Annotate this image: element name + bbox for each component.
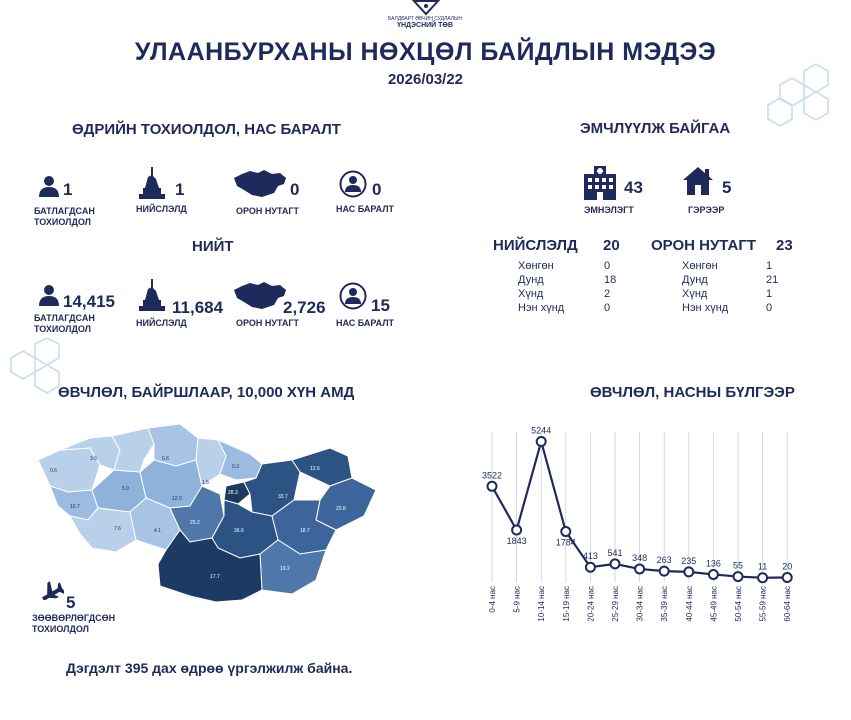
imported-label: ЗӨӨВӨРЛӨГДСӨН ТОХИОЛДОЛ bbox=[32, 613, 116, 634]
map-region-label: 18.7 bbox=[300, 528, 310, 534]
capital-severity-table bbox=[518, 260, 628, 316]
daily-confirmed-label: БАТЛАГДСАН ТОХИОЛДОЛ bbox=[34, 206, 95, 227]
map-region-label: 25.2 bbox=[190, 520, 200, 526]
chart-point bbox=[537, 437, 546, 446]
hospital-value: 43 bbox=[624, 178, 643, 197]
chart-data-label: 3522 bbox=[481, 470, 503, 481]
chart-point bbox=[758, 573, 767, 582]
chart-tick-label: 45-49 нас bbox=[709, 586, 719, 622]
map-region bbox=[218, 440, 262, 480]
map-region-label: 10.7 bbox=[70, 504, 80, 510]
chart-tick-label: 20-24 нас bbox=[586, 586, 596, 622]
chart-point bbox=[635, 564, 644, 573]
chart-data-label: 5244 bbox=[531, 425, 552, 436]
map-region-label: 6.6 bbox=[162, 456, 169, 462]
chart-data-label: 1843 bbox=[506, 536, 527, 547]
daily-deaths-value: 0 bbox=[372, 180, 382, 199]
map-region-label: 0.6 bbox=[50, 468, 57, 474]
map-region bbox=[50, 486, 98, 520]
capital-monument-icon bbox=[136, 167, 168, 199]
chart-tick-label: 40-44 нас bbox=[684, 586, 694, 622]
capital-table-title: НИЙСЛЭЛД bbox=[493, 237, 578, 254]
map-region-label: 17.7 bbox=[210, 574, 220, 580]
mongolia-map-icon bbox=[232, 280, 288, 310]
daily-confirmed-value: 1 bbox=[63, 180, 73, 199]
chart-data-label: 136 bbox=[705, 558, 721, 569]
map-region-label: 5.9 bbox=[122, 486, 129, 492]
rural-severity-table bbox=[682, 260, 790, 316]
total-deaths-value: 15 bbox=[371, 296, 390, 315]
chart-point bbox=[734, 572, 743, 581]
table-row: Нэн хүнд 0 bbox=[682, 302, 773, 314]
daily-heading: ӨДРИЙН ТОХИОЛДОЛ, НАС БАРАЛТ bbox=[72, 121, 341, 138]
total-heading: НИЙТ bbox=[192, 238, 234, 255]
total-confirmed-value: 14,415 bbox=[63, 292, 115, 311]
footer-text: Дэгдэлт 395 дах өдрөө үргэлжилж байна. bbox=[66, 660, 353, 676]
airplane-icon bbox=[38, 578, 64, 600]
person-icon bbox=[38, 284, 60, 306]
chart-data-label: 263 bbox=[656, 555, 672, 566]
chart-data-label: 11 bbox=[757, 561, 768, 572]
chart-data-label: 55 bbox=[732, 560, 744, 571]
map-heading: ӨВЧЛӨЛ, БАЙРШЛААР, 10,000 ХҮН АМД bbox=[58, 384, 355, 401]
total-rural-value: 2,726 bbox=[283, 298, 326, 317]
chart-data-label: 1784 bbox=[555, 537, 576, 548]
report-date: 2026/03/22 bbox=[387, 71, 464, 88]
logo-icon bbox=[408, 0, 444, 16]
chart-data-label: 541 bbox=[607, 547, 623, 558]
imported-value: 5 bbox=[66, 593, 76, 612]
home-value: 5 bbox=[722, 178, 732, 197]
map-region-label: 36.6 bbox=[234, 528, 244, 534]
table-row: Хүнд 1 bbox=[682, 288, 773, 300]
table-row: Нэн хүнд 0 bbox=[518, 302, 611, 314]
hospital-label: ЭМНЭЛЭГТ bbox=[584, 205, 634, 215]
chart-point bbox=[561, 527, 570, 536]
total-deaths-label: НАС БАРАЛТ bbox=[336, 318, 395, 328]
chart-tick-label: 35-39 нас bbox=[660, 586, 670, 622]
total-confirmed-label: БАТЛАГДСАН ТОХИОЛДОЛ bbox=[34, 313, 95, 334]
mongolia-map-icon bbox=[232, 168, 288, 198]
table-row: Дунд 18 bbox=[518, 274, 617, 286]
chart-tick-label: 50-54 нас bbox=[734, 586, 743, 622]
map-region-label: 7.6 bbox=[114, 526, 121, 532]
chart-tick-label: 10-14 нас bbox=[537, 586, 547, 622]
total-rural-label: ОРОН НУТАГТ bbox=[236, 318, 300, 328]
map-regions bbox=[38, 424, 376, 602]
total-capital-value: 11,684 bbox=[172, 298, 224, 317]
map-region bbox=[148, 424, 198, 466]
map-region-label: 33.7 bbox=[278, 494, 288, 500]
daily-rural-label: ОРОН НУТАГТ bbox=[236, 206, 300, 216]
map-region-label: 12.6 bbox=[310, 466, 320, 472]
chart-point bbox=[512, 526, 521, 535]
deceased-icon bbox=[339, 170, 367, 198]
rural-table-title: ОРОН НУТАГТ bbox=[651, 237, 757, 254]
table-row: Хөнгөн 1 bbox=[682, 260, 773, 272]
capital-monument-icon bbox=[136, 279, 168, 311]
age-line-chart bbox=[470, 410, 820, 635]
map-region bbox=[292, 448, 352, 486]
logo-subtitle: БАЛДВАРТ ӨВЧИН СУДЛАЛЫН bbox=[387, 16, 463, 22]
chart-data-label: 413 bbox=[582, 551, 598, 562]
daily-capital-label: НИЙСЛЭЛД bbox=[136, 204, 187, 214]
daily-deaths-label: НАС БАРАЛТ bbox=[336, 204, 395, 214]
logo-title: ҮНДЭСНИЙ ТӨВ bbox=[397, 22, 453, 29]
deceased-icon bbox=[339, 282, 367, 310]
table-row: Дунд 21 bbox=[682, 274, 779, 286]
chart-point bbox=[783, 573, 792, 582]
map-region-label: 3.6 bbox=[90, 456, 97, 462]
chart-data-label: 235 bbox=[681, 555, 697, 566]
chart-point bbox=[684, 567, 693, 576]
capital-table-total: 20 bbox=[603, 237, 620, 254]
chart-point bbox=[660, 567, 669, 576]
map-region-label: 0.3 bbox=[232, 464, 239, 470]
chart-point bbox=[611, 559, 620, 568]
map-region-label: 1.5 bbox=[202, 480, 209, 486]
map-region-label: 4.1 bbox=[154, 528, 161, 534]
map-region bbox=[316, 478, 376, 530]
daily-capital-value: 1 bbox=[175, 180, 185, 199]
map-region-label: 19.2 bbox=[280, 566, 290, 572]
chart-data-label: 348 bbox=[632, 552, 648, 563]
chart-data-label: 20 bbox=[782, 561, 793, 572]
chart-tick-label: 0-4 нас bbox=[488, 586, 497, 613]
chart-tick-label: 25-29 нас bbox=[611, 586, 620, 622]
rural-table-total: 23 bbox=[776, 237, 793, 254]
map-region bbox=[38, 448, 100, 492]
chart-tick-label: 55-59 нас bbox=[758, 586, 768, 622]
treatment-heading: ЭМЧЛҮҮЛЖ БАЙГАА bbox=[580, 120, 731, 137]
total-capital-label: НИЙСЛЭЛД bbox=[136, 318, 187, 328]
home-label: ГЭРЭЭР bbox=[688, 205, 725, 215]
daily-rural-value: 0 bbox=[290, 180, 300, 199]
hexagon-decoration-right bbox=[760, 55, 845, 135]
hospital-icon bbox=[582, 166, 618, 200]
chart-point bbox=[586, 563, 595, 572]
table-row: Хөнгөн 0 bbox=[518, 260, 611, 272]
chart-tick-label: 15-19 нас bbox=[561, 586, 571, 622]
table-row: Хүнд 2 bbox=[518, 288, 611, 300]
person-icon bbox=[38, 175, 60, 197]
chart-point bbox=[488, 482, 497, 491]
incidence-map bbox=[30, 420, 410, 605]
page-title: УЛААНБУРХАНЫ НӨХЦӨЛ БАЙДЛЫН МЭДЭЭ bbox=[134, 38, 717, 66]
home-icon bbox=[682, 166, 714, 196]
map-region-label: 28.3 bbox=[228, 490, 238, 496]
chart-tick-label: 30-34 нас bbox=[635, 586, 645, 622]
chart-tick-label: 5-9 нас bbox=[512, 586, 522, 613]
map-region-label: 12.0 bbox=[172, 496, 182, 502]
chart-tick-label: 60-64 нас bbox=[783, 586, 793, 622]
chart-title: ӨВЧЛӨЛ, НАСНЫ БҮЛГЭЭР bbox=[590, 384, 795, 401]
chart-point bbox=[709, 570, 718, 579]
map-region-label: 20.8 bbox=[336, 506, 346, 512]
